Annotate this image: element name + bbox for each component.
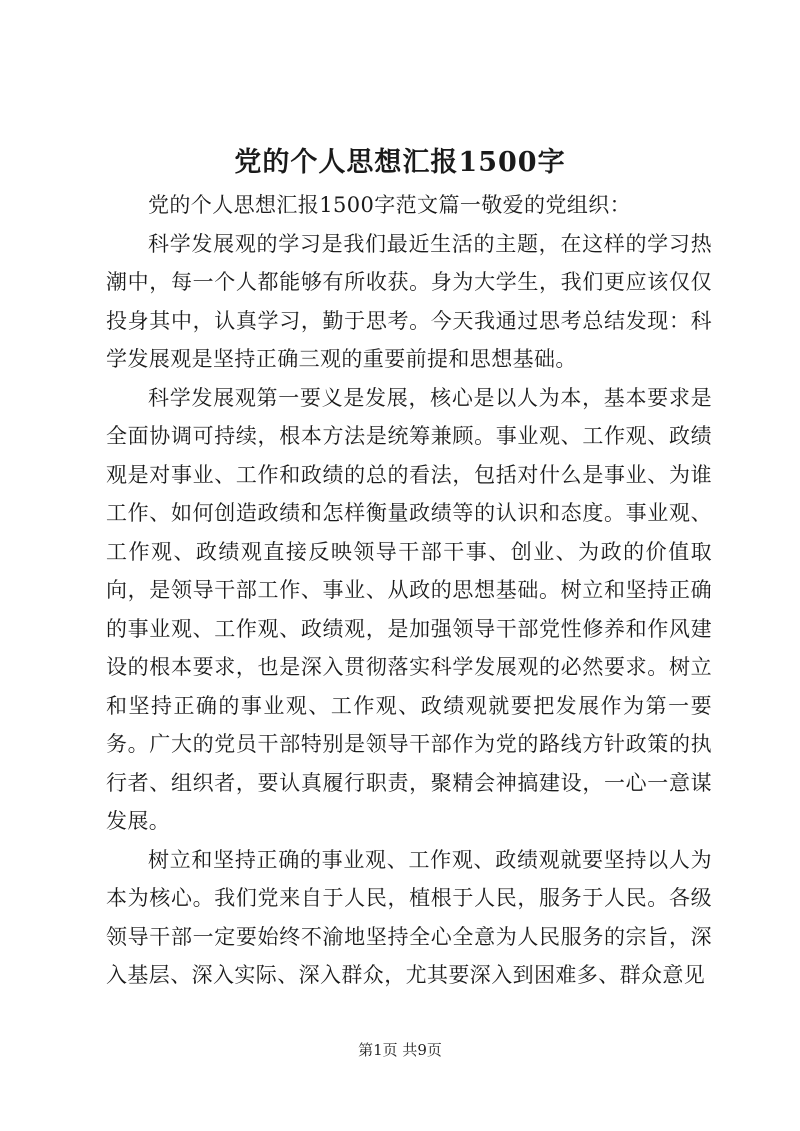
paragraph-2: 科学发展观第一要义是发展，核心是以人为本，基本要求是全面协调可持续，根本方法是统筹兼顾。事业观、工作观、政绩观是对事业、工作和政绩的总的看法，包括对什么是事业、为谁工作、如何创造政绩和怎样衡量政绩等的认识和态度。事业观、工作观、政绩观直接反映领导干部干事、创业、为政的价值取向，是领导干部工作、事业、从政的思想基础。树立和坚持正确的事业观、工作观、政绩观，是加强领导干部党性修养和作风建设的根本要求，也是深入贯彻落实科学发展观的必然要求。树立和坚持正确的事业观、工作观、政绩观就要把发展作为第一要务。广大的党员干部特别是领导干部作为党的路线方针政策的执行者、组织者，要认真履行职责，聚精会神搞建设，一心一意谋发展。 [106, 385, 712, 833]
document-title: 党的个人思想汇报1500字 [234, 147, 566, 178]
paragraph-1: 科学发展观的学习是我们最近生活的主题，在这样的学习热潮中，每一个人都能够有所收获。身为大学生，我们更应该仅仅投身其中，认真学习，勤于思考。今天我通过思考总结发现：科学发展观是坚持正确三观的重要前提和思想基础。 [106, 231, 712, 371]
paragraph-3: 树立和坚持正确的事业观、工作观、政绩观就要坚持以人为本为核心。我们党来自于人民，植根于人民，服务于人民。各级领导干部一定要始终不渝地坚持全心全意为人民服务的宗旨，深入基层、深入实际、深入群众，尤其要深入到困难多、群众意见 [106, 847, 712, 987]
document-body [106, 186, 712, 995]
page-footer: 第1页 共9页 [358, 1041, 442, 1059]
paragraph-intro: 党的个人思想汇报1500字范文篇一敬爱的党组织： [148, 193, 632, 217]
